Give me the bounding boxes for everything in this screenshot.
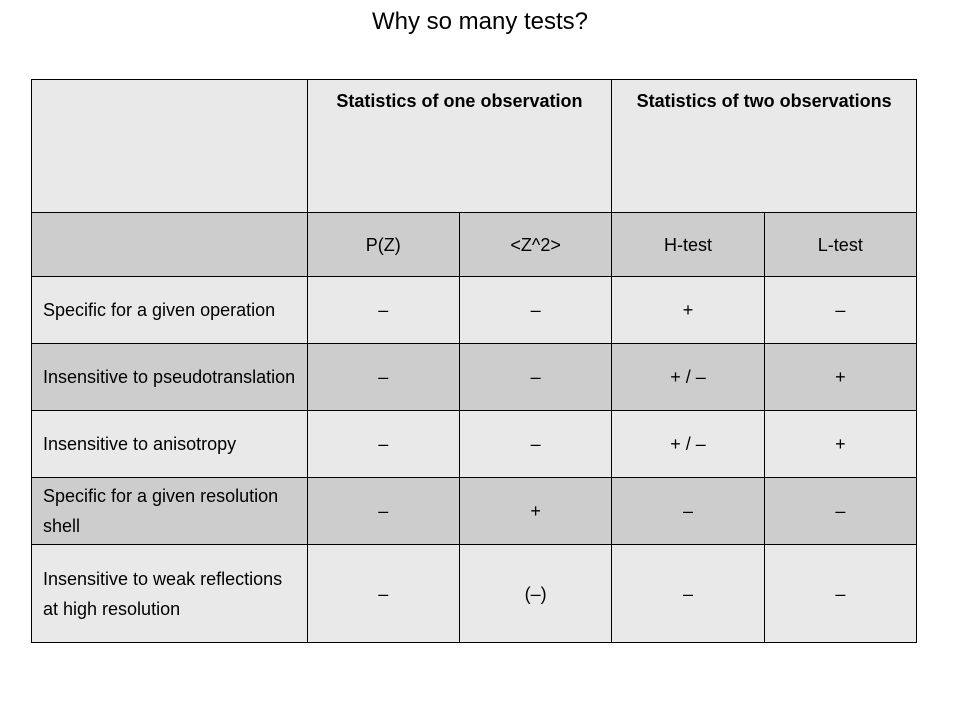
column-header-l-test: L-test (764, 213, 916, 277)
row-label: Insensitive to anisotropy (32, 411, 308, 478)
table-row (32, 411, 917, 478)
table-cell: + (764, 411, 916, 478)
corner-cell (32, 80, 308, 213)
table-cell: – (612, 545, 764, 643)
table-cell: – (764, 277, 916, 344)
comparison-table (31, 79, 917, 643)
row-label: Specific for a given operation (32, 277, 308, 344)
table-cell: + / – (612, 344, 764, 411)
table-cell: – (307, 277, 459, 344)
table-cell: + (612, 277, 764, 344)
group-header-row (32, 80, 917, 213)
column-header-pz: P(Z) (307, 213, 459, 277)
sub-corner-cell (32, 213, 308, 277)
table-row (32, 478, 917, 545)
table-cell: + (764, 344, 916, 411)
table-cell: – (459, 277, 611, 344)
column-header-row (32, 213, 917, 277)
group-header-two-observations: Statistics of two observations (612, 80, 917, 213)
row-label: Insensitive to weak reflections at high resolution (32, 545, 308, 643)
table-cell: – (459, 411, 611, 478)
table-cell: – (307, 478, 459, 545)
table-cell: + / – (612, 411, 764, 478)
table-cell: – (307, 344, 459, 411)
table-cell: – (307, 411, 459, 478)
table-cell: + (459, 478, 611, 545)
table-cell: – (612, 478, 764, 545)
table-row (32, 545, 917, 643)
group-header-one-observation: Statistics of one observation (307, 80, 612, 213)
table-cell: – (307, 545, 459, 643)
slide-title: Why so many tests? (371, 8, 589, 35)
row-label: Insensitive to pseudotranslation (32, 344, 308, 411)
table-cell: – (764, 478, 916, 545)
column-header-z2: <Z^2> (459, 213, 611, 277)
table-row (32, 277, 917, 344)
table-cell: – (764, 545, 916, 643)
table-cell: (–) (459, 545, 611, 643)
column-header-h-test: H-test (612, 213, 764, 277)
row-label: Specific for a given resolution shell (32, 478, 308, 545)
table-row (32, 344, 917, 411)
table-cell: – (459, 344, 611, 411)
